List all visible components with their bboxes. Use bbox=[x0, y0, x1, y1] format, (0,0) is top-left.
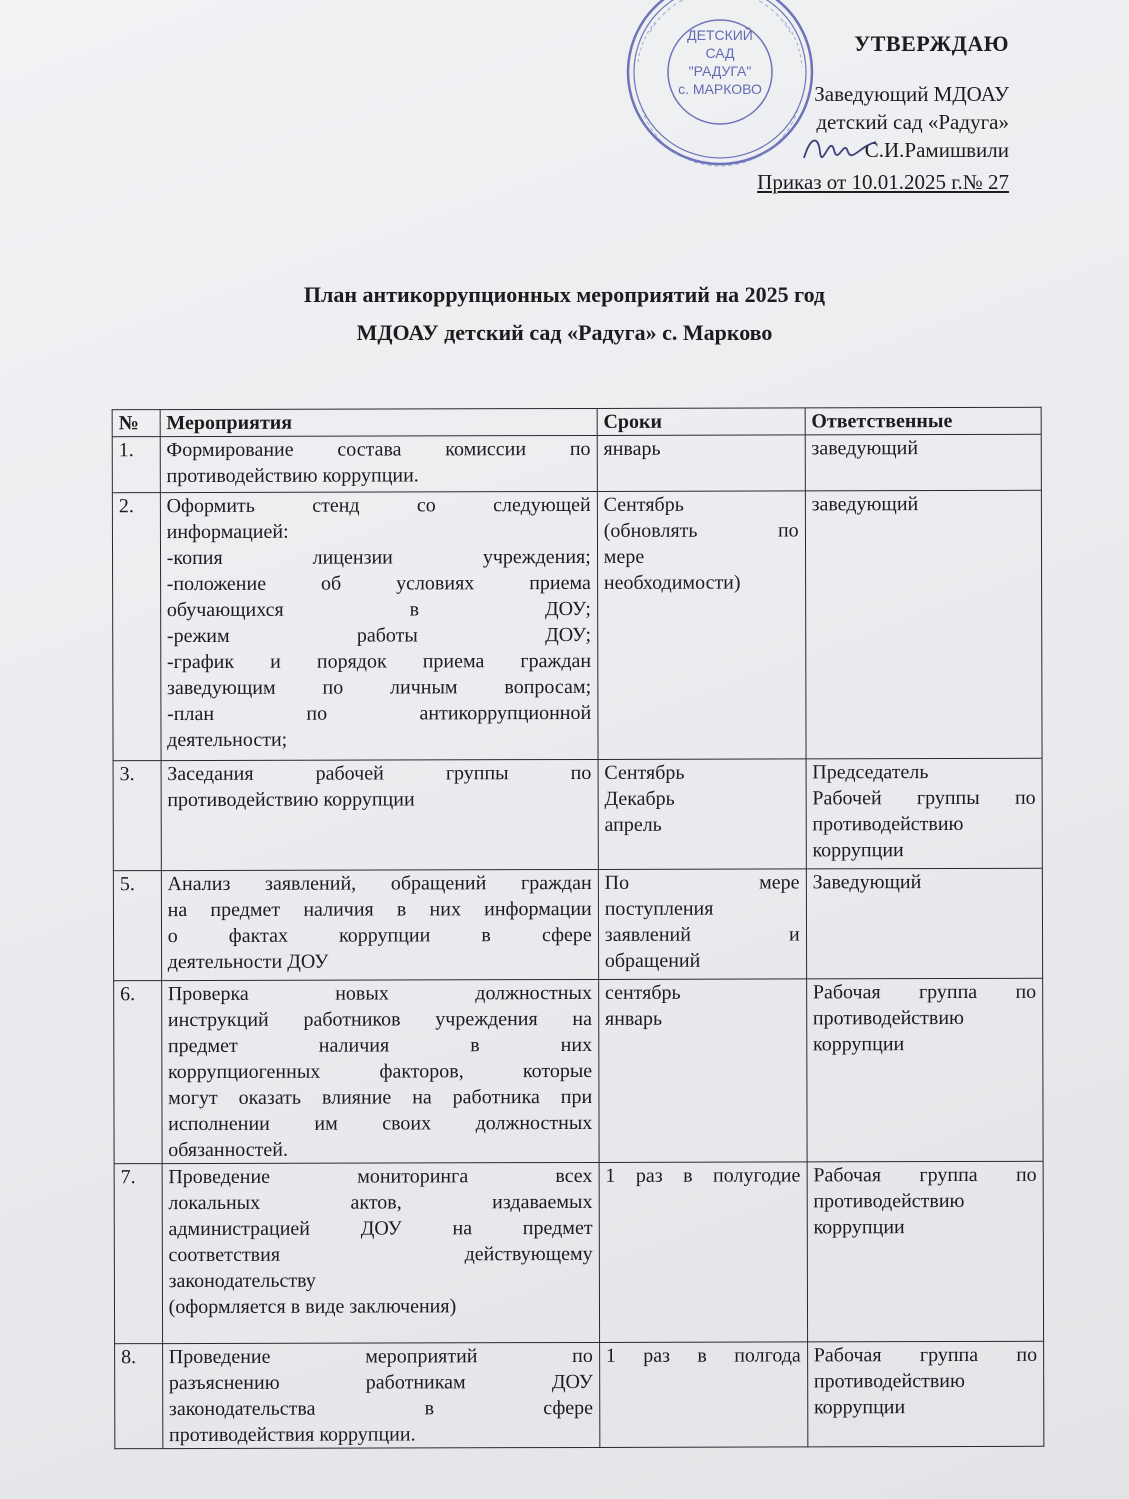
row-activity-line: -график и порядок приема граждан bbox=[166, 649, 592, 674]
row-responsible-line: коррупции bbox=[812, 839, 904, 862]
table-body bbox=[112, 434, 1044, 1448]
row-activity-line: законодательству bbox=[168, 1269, 316, 1293]
row-number: 3. bbox=[113, 761, 161, 871]
table-row bbox=[113, 868, 1042, 980]
header-num: № bbox=[112, 410, 160, 437]
row-responsible-line: заведующий bbox=[811, 437, 919, 460]
stamp-text-4: с. МАРКОВО bbox=[678, 81, 762, 97]
approval-signer: С.И.Рамишвили bbox=[864, 138, 1009, 162]
row-activity-line: заведующим по личным вопросам; bbox=[166, 675, 592, 700]
row-term bbox=[599, 1162, 807, 1343]
row-activity-line: -план по антикоррупционной bbox=[167, 701, 592, 726]
row-responsible bbox=[806, 758, 1043, 869]
row-responsible-line: коррупции bbox=[813, 1396, 906, 1419]
row-responsible bbox=[806, 978, 1043, 1162]
row-term bbox=[597, 491, 806, 760]
stamp-text-2: САД bbox=[705, 45, 735, 61]
row-activity-line: о фактах коррупции в сфере bbox=[167, 923, 592, 948]
header-activity: Мероприятия bbox=[160, 408, 597, 436]
row-term-line: 1 раз в полугодие bbox=[605, 1164, 801, 1187]
row-term-line: Сентябрь bbox=[603, 493, 684, 516]
table-row bbox=[114, 1161, 1043, 1343]
row-activity-line: разъяснению работникам ДОУ bbox=[168, 1370, 593, 1395]
row-term-line: 1 раз в полгода bbox=[605, 1344, 801, 1367]
row-activity bbox=[161, 979, 599, 1163]
row-activity-line: -положение об условиях приема bbox=[166, 571, 591, 596]
row-number: 1. bbox=[112, 437, 160, 493]
row-responsible bbox=[806, 868, 1043, 979]
row-activity-line: обучающихся в ДОУ; bbox=[166, 597, 591, 622]
row-number: 7. bbox=[114, 1164, 162, 1344]
row-activity-line: -копия лицензии учреждения; bbox=[166, 545, 591, 570]
row-number: 6. bbox=[114, 981, 162, 1164]
row-term bbox=[598, 869, 806, 980]
row-activity-line: предмет наличия в них bbox=[167, 1033, 593, 1058]
row-activity-line: Формирование состава комиссии по bbox=[166, 437, 591, 462]
row-term-line: обращений bbox=[604, 949, 701, 972]
row-activity-line: противодействию коррупции. bbox=[166, 464, 419, 488]
row-responsible-line: Заведующий bbox=[812, 871, 922, 894]
row-responsible-line: противодействию bbox=[813, 1369, 965, 1393]
row-activity bbox=[162, 1162, 600, 1343]
row-term-line: поступления bbox=[604, 897, 714, 920]
row-activity-line: Проведение мониторинга всех bbox=[168, 1164, 593, 1189]
document-title: План антикоррупционных мероприятий на 2025 год bbox=[303, 282, 826, 307]
row-activity bbox=[161, 759, 598, 870]
approval-heading: УТВЕРЖДАЮ bbox=[854, 31, 1009, 56]
row-responsible bbox=[807, 1341, 1044, 1447]
row-term-line: Сентябрь bbox=[604, 761, 685, 784]
row-activity-line: (оформляется в виде заключения) bbox=[168, 1295, 457, 1319]
stamp-text-3: "РАДУГА" bbox=[688, 63, 752, 79]
row-activity bbox=[161, 869, 598, 980]
row-activity-line: обязанностей. bbox=[168, 1138, 289, 1162]
row-activity-line: инструкций работников учреждения на bbox=[167, 1007, 593, 1032]
header-term: Сроки bbox=[597, 408, 805, 436]
row-responsible-line: Рабочая группа по bbox=[813, 1343, 1038, 1367]
approval-position: Заведующий МДОАУ bbox=[814, 82, 1009, 106]
row-number: 2. bbox=[112, 493, 160, 761]
handwritten-signature bbox=[800, 128, 880, 168]
row-activity-line: Оформить стенд со следующей bbox=[166, 493, 591, 518]
row-activity-line: локальных актов, издаваемых bbox=[168, 1190, 593, 1215]
row-activity-line: коррупциогенных факторов, которые bbox=[168, 1059, 593, 1084]
table-header-row bbox=[112, 407, 1041, 436]
row-term-line: январь bbox=[603, 437, 661, 460]
row-responsible-line: заведующий bbox=[811, 493, 919, 516]
row-responsible-line: Рабочая группа по bbox=[812, 980, 1037, 1004]
row-responsible-line: противодействию bbox=[812, 812, 964, 836]
document-subtitle: МДОАУ детский сад «Радуга» с. Марково bbox=[356, 320, 773, 345]
row-responsible bbox=[807, 1161, 1044, 1342]
row-activity-line: противодействия коррупции. bbox=[168, 1423, 416, 1447]
row-activity-line: на предмет наличия в них информации bbox=[167, 897, 592, 922]
plan-table bbox=[112, 407, 1045, 1449]
row-responsible-line: коррупции bbox=[812, 1033, 905, 1056]
row-activity-line: могут оказать влияние на работника при bbox=[168, 1085, 593, 1110]
approval-block bbox=[757, 30, 1009, 196]
row-term bbox=[597, 435, 805, 492]
header-responsible: Ответственные bbox=[805, 407, 1041, 435]
row-term-line: По мере bbox=[604, 871, 800, 894]
table-row bbox=[115, 1341, 1044, 1448]
row-activity-line: исполнении им своих должностных bbox=[168, 1111, 593, 1136]
row-activity-line: Заседания рабочей группы по bbox=[167, 761, 592, 786]
row-activity bbox=[162, 1342, 599, 1448]
row-term-line: (обновлять по bbox=[603, 519, 799, 542]
row-number: 5. bbox=[113, 871, 161, 981]
table-row bbox=[114, 978, 1043, 1163]
row-activity-line: информацией: bbox=[166, 520, 289, 544]
row-responsible-line: противодействию bbox=[813, 1189, 965, 1213]
row-term-line: сентябрь bbox=[604, 981, 681, 1004]
row-term-line: Декабрь bbox=[604, 787, 675, 810]
table-row bbox=[112, 434, 1041, 492]
row-responsible-line: Председатель bbox=[812, 761, 929, 784]
row-responsible-line: Рабочей группы по bbox=[812, 786, 1036, 810]
row-activity-line: -режим работы ДОУ; bbox=[166, 623, 592, 648]
row-activity-line: Проведение мероприятий по bbox=[168, 1344, 593, 1369]
row-term-line: январь bbox=[604, 1007, 663, 1030]
row-activity-line: противодействию коррупции bbox=[167, 788, 415, 812]
row-term bbox=[598, 979, 806, 1163]
row-term bbox=[599, 1342, 807, 1448]
row-responsible bbox=[805, 490, 1042, 759]
row-activity-line: Проверка новых должностных bbox=[167, 981, 592, 1006]
row-term-line: заявлений и bbox=[604, 923, 800, 946]
row-term-line: мере bbox=[603, 545, 645, 568]
row-term bbox=[598, 759, 806, 870]
row-term-line: необходимости) bbox=[603, 571, 741, 594]
approval-order: Приказ от 10.01.2025 г.№ 27 bbox=[757, 170, 1009, 194]
row-responsible-line: коррупции bbox=[813, 1216, 905, 1239]
row-activity-line: администрацией ДОУ на предмет bbox=[168, 1216, 593, 1241]
row-responsible-line: Рабочая группа по bbox=[813, 1163, 1037, 1187]
table-row bbox=[113, 758, 1042, 870]
row-responsible-line: противодействию bbox=[812, 1006, 965, 1030]
row-activity bbox=[160, 435, 597, 492]
row-number: 8. bbox=[115, 1344, 163, 1449]
row-activity-line: деятельности ДОУ bbox=[167, 950, 329, 974]
row-activity-line: законодательства в сфере bbox=[168, 1396, 594, 1421]
row-activity-line: соответствия действующему bbox=[168, 1242, 593, 1267]
row-responsible bbox=[805, 434, 1041, 491]
approval-organization: детский сад «Радуга» bbox=[816, 110, 1009, 134]
row-activity-line: Анализ заявлений, обращений граждан bbox=[167, 871, 592, 896]
row-activity bbox=[160, 491, 598, 760]
row-term-line: апрель bbox=[604, 813, 662, 836]
row-activity-line: деятельности; bbox=[167, 728, 288, 752]
table-row bbox=[112, 490, 1042, 760]
stamp-text-1: ДЕТСКИЙ bbox=[687, 27, 753, 43]
